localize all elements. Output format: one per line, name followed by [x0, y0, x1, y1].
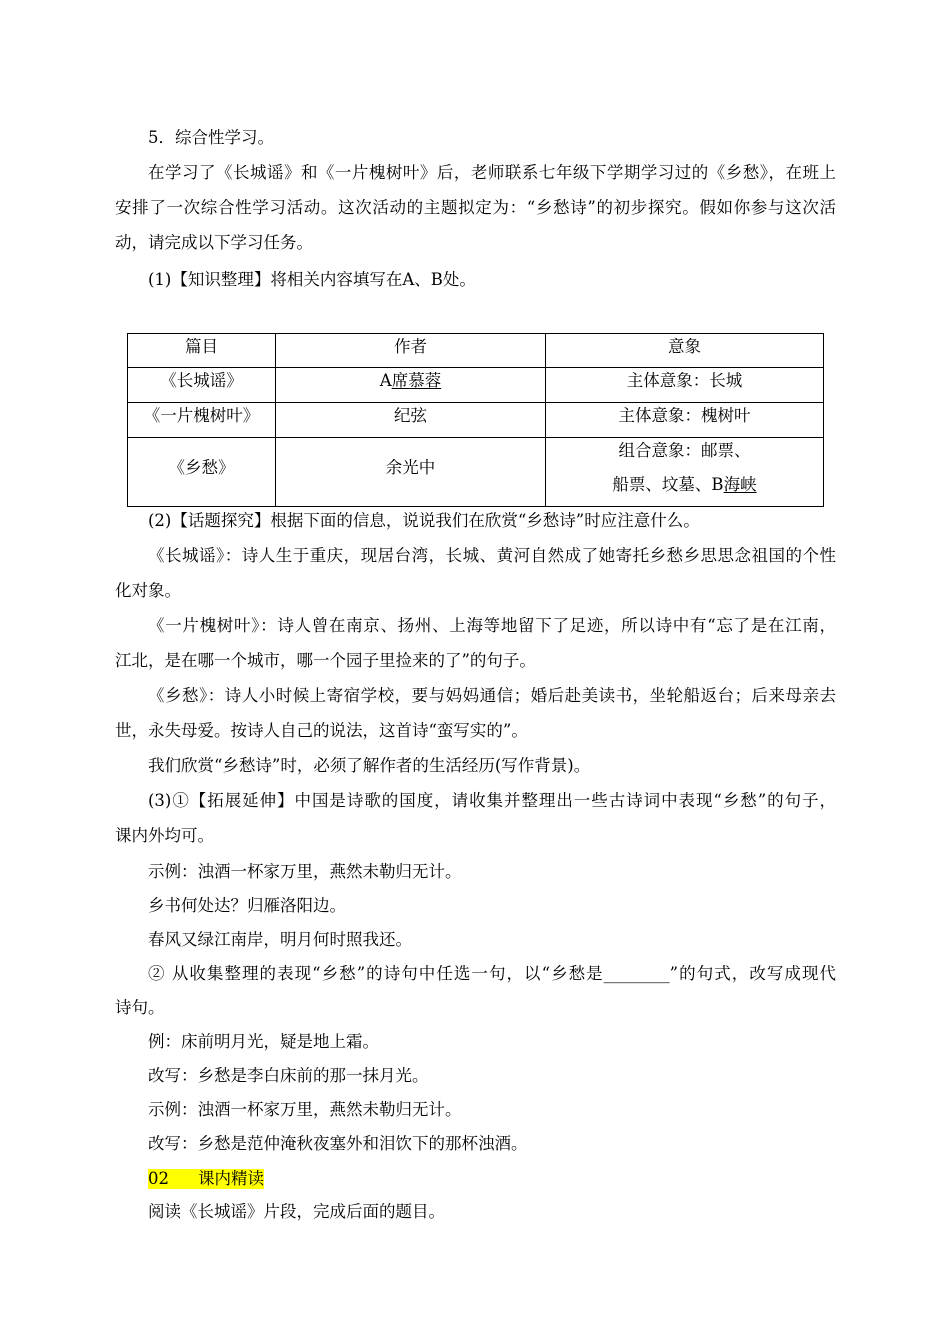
imagery-cell: [546, 438, 823, 506]
rewrite-line: 改写：乡愁是范仲淹秋夜塞外和泪饮下的那杯浊酒。: [148, 1134, 528, 1153]
author-answer-group: [380, 371, 441, 391]
author-cell: [276, 368, 545, 402]
intro-line: 动，请完成以下学习任务。: [115, 233, 313, 252]
table-row: [128, 438, 824, 507]
poem-title-cell: 《长城谣》: [160, 371, 243, 390]
material-line: 世，永失母爱。按诗人自己的说法，这首诗“蛮写实的”。: [115, 721, 528, 740]
intro-line: 安排了一次综合性学习活动。这次活动的主题拟定为：“乡愁诗”的初步探究。假如你参与这次活: [115, 198, 836, 217]
section-highlight: [148, 1169, 264, 1189]
underlined-answer: 席慕蓉: [391, 371, 442, 390]
table-cell: [546, 403, 824, 438]
table-cell: [276, 368, 546, 403]
task-1-prompt: (1)【知识整理】将相关内容填写在A、B处。: [148, 270, 476, 289]
table-cell: [546, 334, 824, 368]
header-author-cell: 作者: [394, 336, 427, 356]
author-cell: 纪弦: [394, 406, 427, 425]
material-line: 《一片槐树叶》：诗人曾在南京、扬州、上海等地留下了足迹，所以诗中有“忘了是在江南，: [148, 616, 836, 635]
table-cell: [546, 438, 824, 507]
imagery-line: 组合意象：邮票、: [618, 441, 751, 460]
imagery-line: [612, 468, 756, 502]
table-cell: [128, 403, 276, 438]
material-line: 《长城谣》：诗人生于重庆，现居台湾，长城、黄河自然成了她寄托乡愁乡思思念祖国的个性: [148, 546, 836, 565]
knowledge-table: [127, 333, 824, 507]
material-line: 《乡愁》：诗人小时候上寄宿学校，要与妈妈通信；婚后赴美读书，坐轮船返台；后来母亲去: [148, 686, 836, 705]
table-cell: [128, 334, 276, 368]
example-line: 示例：浊酒一杯家万里，燕然未勒归无计。: [148, 862, 462, 881]
table-cell: [276, 403, 546, 438]
question-title: 5．综合性学习。: [148, 128, 274, 147]
task-3-prompt-line: (3)①【拓展延伸】中国是诗歌的国度，请收集并整理出一些古诗词中表现“乡愁”的句子，: [148, 791, 836, 810]
poem-title-cell: 《一片槐树叶》: [143, 406, 260, 425]
task-2-prompt: (2)【话题探究】根据下面的信息，说说我们在欣赏“乡愁诗”时应注意什么。: [148, 511, 700, 530]
reading-instruction: 阅读《长城谣》片段，完成后面的题目。: [148, 1202, 445, 1221]
underlined-answer: 海峡: [723, 475, 757, 494]
material-line: 江北，是在哪一个城市，哪一个园子里捡来的了”的句子。: [115, 651, 536, 670]
section-number: 02: [148, 1168, 169, 1188]
table-cell: [276, 334, 546, 368]
blank-label-b: B: [711, 475, 724, 494]
example-line: 乡书何处达？归雁洛阳边。: [148, 896, 346, 915]
material-line: 化对象。: [115, 581, 181, 600]
task-3-sub2-prompt-line: ② 从收集整理的表现“乡愁”的诗句中任选一句，以“乡愁是________”的句式，改写成现代: [148, 964, 836, 983]
intro-line: 在学习了《长城谣》和《一片槐树叶》后，老师联系七年级下学期学习过的《乡愁》，在班上: [148, 163, 836, 182]
table-cell: [128, 368, 276, 403]
table-row: [128, 403, 824, 438]
table-header-row: [128, 334, 824, 368]
task-3-prompt-line: 课内外均可。: [115, 826, 214, 845]
header-title-cell: 篇目: [185, 336, 218, 356]
imagery-text: 船票、坟墓、: [612, 475, 712, 494]
table-cell: [276, 438, 546, 507]
example-line: 春风又绿江南岸，明月何时照我还。: [148, 930, 412, 949]
task-3-sub2-prompt-line: 诗句。: [115, 998, 165, 1017]
imagery-cell: 主体意象：槐树叶: [618, 406, 751, 425]
author-cell: 余光中: [385, 458, 436, 477]
header-imagery-cell: 意象: [668, 336, 701, 356]
table-row: [128, 368, 824, 403]
task-2-answer: 我们欣赏“乡愁诗”时，必须了解作者的生活经历(写作背景)。: [148, 756, 591, 775]
rewrite-line: 例：床前明月光，疑是地上霜。: [148, 1032, 379, 1051]
document-body: [115, 120, 836, 1229]
table-cell: [546, 368, 824, 403]
task-3-answers: [115, 855, 836, 1229]
blank-label-a: A: [379, 371, 392, 390]
table-cell: [128, 438, 276, 507]
rewrite-line: 改写：乡愁是李白床前的那一抹月光。: [148, 1066, 429, 1085]
imagery-cell: 主体意象：长城: [626, 371, 743, 390]
poem-title-cell: 《乡愁》: [168, 458, 235, 477]
section-title: 课内精读: [198, 1168, 264, 1188]
section-heading: [115, 1161, 836, 1195]
rewrite-line: 示例：浊酒一杯家万里，燕然未勒归无计。: [148, 1100, 462, 1119]
